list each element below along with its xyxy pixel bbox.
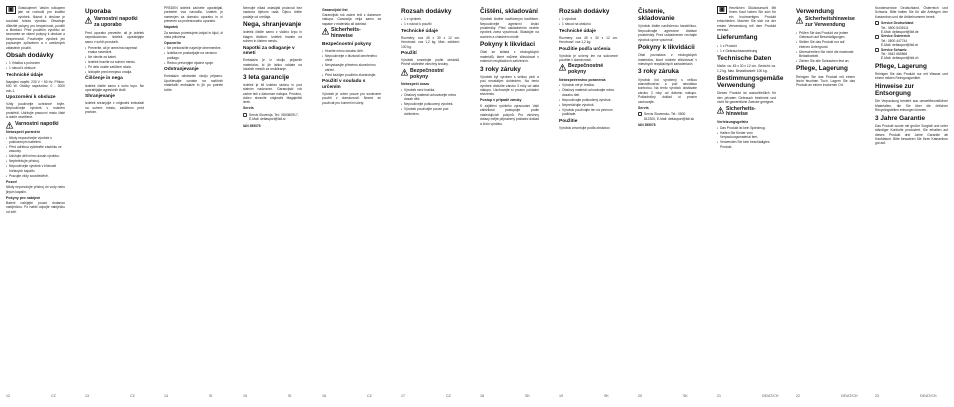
heading-warranty: 3 roky záruka bbox=[638, 68, 679, 76]
contact-at bbox=[875, 34, 948, 47]
warning-list bbox=[164, 46, 223, 65]
column-5 bbox=[322, 6, 381, 386]
heading-danger: Nebezpečí poranění bbox=[6, 130, 40, 135]
heading-warranty-card: Garancijski list bbox=[322, 7, 348, 12]
warning-block bbox=[717, 107, 776, 119]
list-item: ▪ Pri delu nosite zaščitne očala. bbox=[85, 65, 144, 69]
heading-tech: Technické údaje bbox=[559, 28, 596, 34]
heading-usage: Použití bbox=[401, 50, 417, 56]
country-code: CZ bbox=[367, 394, 372, 398]
contact-mail: E-Mail: deltasport@lidl.de bbox=[881, 30, 919, 35]
list-item: ▪ Preverite, ali je omrežna napetost enaka navedeni. bbox=[85, 46, 144, 55]
phone-icon bbox=[875, 35, 879, 39]
disposal-text: Die Verpackung besteht aus umweltfreundlichen Materialien, die Sie über die örtlichen Recyclingstellen entsorgen können. bbox=[875, 99, 948, 113]
service-text: Servis Slovenija, Tel.: 080080917, E-Mail: deltasport@lidl.si bbox=[249, 112, 299, 122]
heading-procedure: Postup v případě záruky bbox=[480, 98, 522, 103]
usage-text: Výrobok je určený len na súkromné použitie v domácnosti. bbox=[559, 53, 618, 63]
list-item: ▪ Stellen Sie das Produkt nur auf ebenen Untergrund. bbox=[796, 40, 855, 49]
heading-disposal: Pokyny k likvidaci bbox=[480, 41, 536, 49]
warning-title: Sicherheits-hinweise bbox=[331, 27, 361, 39]
contact-label: Service Deutschland bbox=[881, 21, 914, 26]
scope-list bbox=[717, 44, 776, 53]
column-8 bbox=[559, 6, 618, 386]
tech-text: Maße: ca. 45 x 30 x 12 cm. Gewicht: ca. 1,2 kg. Max. Belastbarkeit: 100 kg. bbox=[717, 64, 776, 73]
disposal-text: Embalažo odstranite okolju prijazno. Upoštevajte oznake na različnih materialih embalaže in jih po potrebi ločite. bbox=[164, 74, 223, 92]
heading-intended-use: Použití v souladu s určením bbox=[322, 79, 366, 90]
warning-title: Bezpečnostné pokyny bbox=[568, 63, 604, 76]
heading-warranty: 3 Jahre Garantie bbox=[875, 114, 926, 122]
list-item: ▪ Před každým použitím zkontrolujte. bbox=[322, 73, 381, 77]
column-2 bbox=[85, 6, 144, 386]
country-code: SK bbox=[525, 394, 530, 398]
warning-block bbox=[401, 69, 460, 81]
column-6 bbox=[401, 6, 460, 386]
country-code: SI bbox=[288, 394, 292, 398]
danger-list bbox=[401, 88, 460, 116]
scope-list bbox=[559, 17, 618, 26]
warranty-text: Das Produkt wurde mit großer Sorgfalt und unter ständiger Kontrolle produziert. Sie erhalten auf dieses Produkt drei Jahre Garantie ab Kaufdatum. Bitte bewahren Sie Ihren Kassenbon gut auf. bbox=[875, 123, 948, 146]
store-text: Izdelek shranjujte v originalni embalaži na suhem mestu, zaščiteno pred prahom. bbox=[85, 101, 144, 115]
contact-ch bbox=[875, 48, 948, 61]
heading-clean: Čiščenje in nega bbox=[85, 76, 123, 82]
list-item: ▪ Ne vlecite za kabel. bbox=[85, 55, 144, 59]
heading-caution: Pozor! bbox=[6, 179, 18, 184]
column-9 bbox=[638, 6, 697, 386]
warning-block bbox=[796, 17, 855, 29]
page-number: 17 bbox=[401, 394, 405, 398]
phone-icon bbox=[638, 112, 642, 116]
list-item: ▪ Prüfen Sie das Produkt vor jedem Gebrauch auf Beschädigungen. bbox=[796, 31, 855, 40]
heading-care: Pflege, Lagerung bbox=[875, 62, 927, 70]
danger-list bbox=[6, 136, 65, 179]
use-text: Výrobok zmontujte podľa obrázkov. bbox=[559, 125, 611, 130]
warning-title: Varnostni napotki za uporabo bbox=[94, 16, 138, 28]
warning-block bbox=[559, 64, 618, 76]
scope-list bbox=[6, 61, 65, 70]
heading-danger: Verletzungsgefahr bbox=[717, 120, 749, 125]
caution-text: Nikdy neponořujte přístroj do vody nebo jiných kapalin. bbox=[6, 185, 65, 194]
contact-de bbox=[875, 21, 948, 34]
page-number: 12 bbox=[6, 394, 10, 398]
heading-scope: Rozsah dodávky bbox=[401, 8, 452, 15]
note-text: Za sestavo potrebujete izvijač in ključ, ki nista priložena. bbox=[164, 30, 223, 40]
list-item: ▪ 1 x výrobek bbox=[401, 17, 460, 21]
intro-text: Garancijski rok začne teči z datumom nakupa. Garancija velja samo za napake v materialu ali izdelavi. bbox=[322, 12, 381, 26]
list-item: ▪ Nevystavujte přímému slunečnímu záření. bbox=[322, 63, 381, 72]
list-item: ▪ Výrobek používejte pouze pod dohledem. bbox=[401, 107, 460, 116]
heading-warranty: 3 roky záruky bbox=[480, 65, 521, 73]
heading-usage: Upozornění k obsluze bbox=[6, 94, 56, 100]
page-number: 20 bbox=[638, 394, 642, 398]
phone-icon bbox=[875, 21, 879, 25]
contact-tel: Tel.: 0800 5435111 bbox=[881, 25, 909, 30]
warning-triangle-icon bbox=[6, 122, 13, 129]
clean-text: Izdelek čistite samo s suho krpo. Ne uporabljajte agresivnih čistil. bbox=[85, 83, 144, 92]
contact-tel: Tel.: 0842 665566 bbox=[881, 52, 908, 57]
heading-service: Servis bbox=[243, 106, 254, 111]
list-item: ▪ 1 výrobok bbox=[559, 17, 618, 21]
list-item: ▪ 1 x návod k použití bbox=[401, 22, 460, 26]
warning-triangle-icon bbox=[559, 64, 566, 71]
country-code: SI bbox=[209, 394, 213, 398]
heading-charging: Pokyny pro nabíjení bbox=[6, 195, 41, 200]
page-number: 22 bbox=[796, 394, 800, 398]
contact-mail: E-Mail: deltasport@lidl.ch bbox=[881, 56, 919, 61]
list-item: ▪ Nepoužívejte poškozený výrobek. bbox=[401, 102, 460, 106]
list-item: ▪ Obalový materiál uchovávajte mimo dosahu detí. bbox=[559, 88, 618, 97]
heading-scope: Lieferumfang bbox=[717, 34, 758, 42]
heading-clean: Čištění, skladování bbox=[480, 8, 538, 15]
list-item: ▪ 1 návod k obsluze bbox=[6, 66, 65, 70]
danger-list bbox=[717, 126, 776, 149]
heading-use: Verwendung bbox=[796, 8, 834, 15]
list-item: ▪ 1 x Produkt bbox=[717, 44, 776, 48]
tech-text: Napájecí napětí: 230 V ~ 50 Hz. Příkon: 600 W. Otáčky naprázdno: 0 - 3000 min-1. bbox=[6, 79, 65, 93]
list-item: ▪ Nepoužívajte poškodený výrobok. bbox=[559, 98, 618, 102]
charging-text: Baterii nabíjejte pouze dodanou nabíječkou. Po nabití odpojte nabíječku od sítě. bbox=[6, 201, 65, 214]
contact-label: Service Österreich bbox=[881, 34, 911, 39]
country-code: SK bbox=[683, 394, 688, 398]
heading-clean: Čistenie, skladovanie bbox=[638, 8, 675, 23]
tech-text: Rozmery: cca 45 x 30 x 12 cm. Hmotnosť: cca 1,2 kg. bbox=[559, 35, 618, 45]
list-item: ▪ Obalový materiál uchovávejte mimo dosah dětí. bbox=[401, 93, 460, 102]
warning-triangle-icon bbox=[796, 17, 803, 24]
service-text: Servis Slovensko, Tel.: 0800 812300, E-Mail: deltasport@lidl.sk bbox=[644, 112, 695, 121]
warranty-text: Izdelek je bil izdelan skrbno in pod stalnim nadzorom. Garancijski rok začne teči z datumom nakupa. Prosimo, dobro shranite originalni blagajniški izrek. bbox=[243, 82, 302, 105]
contact-tel: Tel.: 0800 447744 bbox=[881, 38, 908, 43]
service-address bbox=[243, 113, 302, 122]
phone-icon bbox=[243, 113, 247, 117]
list-item: ▪ Udržujte děti mimo dosah výrobku. bbox=[6, 154, 65, 158]
list-item: ▪ Izklopite pred menjavo orodja. bbox=[85, 70, 144, 74]
country-code: DE/AT/CH bbox=[762, 394, 779, 398]
warning-block bbox=[6, 122, 65, 129]
country-code: DE/AT/CH bbox=[841, 394, 858, 398]
list-item: ▪ Redno preverjajte vijačne spoje. bbox=[164, 61, 223, 65]
country-code: CZ bbox=[130, 394, 135, 398]
intended-use-text: Výrobek je určen pouze pro soukromé použití v domácnosti. Nesmí se používat pro komerční účely. bbox=[322, 91, 381, 105]
page-number: 18 bbox=[480, 394, 484, 398]
list-item: ▪ Ziehen Sie alle Schrauben fest an. bbox=[796, 59, 855, 63]
column-7 bbox=[480, 6, 539, 386]
page-number: 14 bbox=[164, 394, 168, 398]
intro-text: Nemojte nikad ostavljati proizvod bez nadzora tijekom rada. Djecu držite podalje od uređaja. bbox=[243, 6, 302, 19]
safety-list bbox=[796, 31, 855, 64]
page-number: 15 bbox=[243, 394, 247, 398]
warning-title: Sicherheits-hinweise bbox=[726, 105, 756, 118]
list-item: ▪ Nepreťažujte výrobok. bbox=[559, 103, 618, 107]
heading-danger: Nebezpečí úrazu bbox=[401, 82, 430, 87]
list-item: ▪ Halten Sie Kinder vom Verpackungsmaterial fern. bbox=[717, 131, 776, 140]
phone-icon bbox=[875, 48, 879, 52]
list-item: ▪ Das Produkt ist kein Spielzeug. bbox=[717, 126, 776, 130]
list-item: ▪ Nepřetěžujte přístroj. bbox=[6, 159, 65, 163]
heading-usage: Použitie podľa určenia bbox=[559, 46, 611, 52]
heading-store: Shranjevanje bbox=[85, 94, 115, 100]
list-item: ▪ Hranite mimo dosahu dětí. bbox=[322, 49, 381, 53]
warning-block bbox=[322, 28, 381, 40]
intro-text: Gratulujeme! Vaším nákupem jste se rozhodli pro kvalitní výrobek. Návod k obsluze je součástí tohoto výrobku. Obsahuje důležité pokyny pro bezpečnost, použití a likvidaci. Před použitím výrobku se seznamte se všemi pokyny k obsluze a bezpečnosti. Používejte výrobek jen popsaným způsobem a v uvedených oblastech použití. bbox=[6, 6, 65, 50]
disposal-text: Embalaža je iz okolju prijaznih materialov, ki jih lahko oddate na lokalnih mestih za recikliranje. bbox=[243, 58, 302, 72]
list-item: ▪ 1 x Gebrauchsanweisung bbox=[717, 49, 776, 53]
heading-care: Nega, shranjevanje bbox=[243, 21, 302, 29]
country-code: DE/AT/CH bbox=[920, 394, 937, 398]
heading-note: Napotek bbox=[164, 25, 179, 30]
page-number: 13 bbox=[85, 394, 89, 398]
list-item: ▪ Před údržbou vytáhněte zástrčku ze zásuvky. bbox=[6, 145, 65, 154]
danger-list bbox=[559, 83, 618, 116]
disposal-text: Obal pozostáva z ekologických materiálov, ktoré môžete zlikvidovať v miestnych recyklačných zariadeniach. bbox=[638, 53, 697, 67]
scope-list bbox=[401, 17, 460, 26]
intro-text: Pred uporabo preverite, ali je izdelek nepoškodovan. Izdelek uporabljajte samo v suhih prostorih. bbox=[85, 30, 144, 44]
intro-text: Herzlichen Glückwunsch! Mit Ihrem Kauf haben Sie sich für ein hochwertiges Produkt entschieden. Machen Sie sich vor der ersten Verwendung mit dem Produkt vertraut. bbox=[717, 6, 776, 33]
heading-disposal: Odstranjevanje bbox=[164, 67, 199, 73]
warning-triangle-icon bbox=[322, 28, 329, 35]
heading-scope: Rozsah dodávky bbox=[559, 8, 610, 15]
heading-danger: Nebezpečenstvo poranenia bbox=[559, 78, 606, 83]
country-code: CZ bbox=[51, 394, 56, 398]
list-item: ▪ Überschreiten Sie nicht die maximale Belastbarkeit. bbox=[796, 50, 855, 59]
country-code: CZ bbox=[446, 394, 451, 398]
tech-text: Rozměry: cca 45 x 30 x 12 cm. Hmotnost: cca 1,2 kg. Max. zatížení: 100 kg. bbox=[401, 35, 460, 49]
usage-text: Dieses Produkt ist ausschließlich für den privaten Gebrauch bestimmt und nicht für gewerbliche Zwecke geeignet. bbox=[717, 91, 776, 105]
brand-logo: ▣ bbox=[717, 6, 727, 14]
list-item: ▪ 1 Vrtačka s pohonem bbox=[6, 61, 65, 65]
warning-triangle-icon bbox=[717, 107, 724, 114]
safety-list bbox=[322, 49, 381, 77]
page-number: 23 bbox=[875, 394, 879, 398]
list-item: ▪ Nepoužívejte výrobek v blízkosti hořlavých kapalin. bbox=[6, 164, 65, 173]
list-item: ▪ Izdelka ne postavljajte na neravno podlago. bbox=[164, 51, 223, 60]
warning-triangle-icon bbox=[401, 69, 408, 76]
contact-mail: E-Mail: deltasport@lidl.at bbox=[881, 43, 918, 48]
heading-use: Uporaba bbox=[85, 8, 111, 15]
ian-number: IAN 355076 bbox=[638, 122, 656, 127]
heading-usage: Bestimmungsgemäße Verwendung bbox=[717, 75, 784, 90]
heading-service: Servis bbox=[638, 105, 649, 110]
care-text: Reinigen Sie das Produkt mit einem leicht feuchten Tuch. Lagern Sie das Produkt an einem trockenen Ort. bbox=[796, 74, 855, 88]
heading-scope: Obsah dodávky bbox=[6, 52, 54, 60]
list-item: ▪ Pracujte vždy soustředěně. bbox=[6, 174, 65, 178]
procedure-text: K zajištění rychlého zpracování Vaší záležitosti postupujte podle následujících pokynů: Pro všechny dotazy mějte připravený pokladní doklad a číslo výrobku. bbox=[480, 103, 540, 126]
ian-number: IAN 355076 bbox=[243, 123, 261, 128]
heading-warning: Opozorilo bbox=[164, 41, 181, 46]
heading-use: Použitie bbox=[559, 118, 578, 124]
warning-title: Sicherheitshinweise zur Verwendung bbox=[805, 16, 855, 28]
column-4 bbox=[243, 6, 302, 386]
list-item: ▪ Izdelek hranite na suhem mestu. bbox=[85, 60, 144, 64]
column-12 bbox=[875, 6, 948, 386]
country-code: SK bbox=[604, 394, 609, 398]
clean-text: Výrobok čistite navlhčenou handričkou. Nepoužívajte agresívne čistiace prostriedky. Pred uskladnením nechajte výrobok úplne vyschnúť. bbox=[638, 24, 697, 42]
heading-tech: Technische Daten bbox=[717, 55, 772, 63]
page-number: 21 bbox=[717, 394, 721, 398]
heading-safety: Bezpečnostní pokyny bbox=[322, 41, 372, 47]
disposal-text: Obal se skládá z ekologických materiálů, které můžete zlikvidovat v místních recyklačních zařízeních. bbox=[480, 50, 539, 64]
care-text: Reinigen Sie das Produkt nur mit Wasser und einem milden Reinigungsmittel. bbox=[875, 72, 948, 81]
usage-text: Vždy používejte ochranné brýle. Nepoužívejte výrobek v mokrém prostředí. Udržujte pracovní místo čisté a dobře osvětlené. bbox=[6, 102, 65, 120]
brand-logo: ▣ bbox=[6, 6, 16, 14]
heading-care: Pflege, Lagerung bbox=[796, 65, 848, 73]
heading-tech: Technické údaje bbox=[401, 28, 438, 34]
warning-title: Bezpečnostní pokyny bbox=[410, 67, 444, 80]
heading-disposal: Pokyny k likvidácii bbox=[638, 44, 695, 52]
warning-title: Varnostni napotki bbox=[15, 120, 59, 127]
list-item: ▪ Výrobek není hračka. bbox=[401, 88, 460, 92]
intro-text: Kundenservice Deutschland, Österreich und Schweiz. Bitte halten Sie für alle Anfragen den Kassenbon und die Artikelnummer bereit. bbox=[875, 6, 948, 19]
intro-text: PREDEN izdelek začnete uporabljati, preberite vsa navodila. Izdelek je namenjen za domačo uporabo in ni primeren za profesionalno uporabo. bbox=[164, 6, 223, 24]
warranty-text: Výrobok bol vyrobený s veľkou starostlivosťou a pod neustálou kontrolou. Na tento výrobok dostávate záruku 3 roky od dátumu nákupu. Pokladničný doklad si prosím uschovajte. bbox=[638, 77, 697, 104]
column-1 bbox=[6, 6, 65, 386]
page-number: 19 bbox=[559, 394, 563, 398]
clean-text: Výrobek čistěte navlhčeným hadříkem. Nepoužívejte agresivní čisticí prostředky. Před uskladněním nechte výrobek zcela vyschnout. Skladujte na suchém a chladném místě. bbox=[480, 17, 539, 39]
usage-text: Výrobek smontujte podle obrázků. Pevně utáhněte všechny šrouby. bbox=[401, 58, 460, 67]
list-item: ▪ Nikdy nepoužívejte výrobek s poškozeným kabelem. bbox=[6, 136, 65, 145]
list-item: ▪ Výrobok používajte len na pevnom podklade. bbox=[559, 108, 618, 117]
list-item: ▪ Verwenden Sie kein beschädigtes Produkt. bbox=[717, 140, 776, 149]
list-item: ▪ Výrobok nie je hračka. bbox=[559, 83, 618, 87]
warning-triangle-icon bbox=[85, 17, 92, 24]
heading-disposal: Napotki za odlaganje v smeti bbox=[243, 45, 295, 57]
contact-label: Service Schweiz bbox=[881, 47, 907, 52]
page-number: 16 bbox=[322, 394, 326, 398]
list-item: ▪ Ne prekoračite največje obremenitve. bbox=[164, 46, 223, 50]
column-11 bbox=[796, 6, 855, 386]
list-item: ▪ 1 návod na obsluhu bbox=[559, 22, 618, 26]
warranty-text: Výrobek byl vyroben s velkou péčí a pod neustálým dohledem. Na tento výrobek obdržíte záruku 3 roky od data nákupu. Uschovejte si prosím pokladní stvrzenku. bbox=[480, 74, 539, 97]
service-contacts bbox=[875, 21, 948, 61]
column-10 bbox=[717, 6, 784, 386]
service-address bbox=[638, 112, 697, 121]
heading-disposal: Hinweise zur Entsorgung bbox=[875, 82, 915, 98]
care-text: Izdelek čistite samo z vlažno krpo in blagim čistilom. Izdelek hranite na suhem in čistem mestu. bbox=[243, 30, 302, 44]
column-3 bbox=[164, 6, 223, 386]
list-item: ▪ Nepoužívejte v blízkosti otevřeného ohně. bbox=[322, 54, 381, 63]
heading-warranty: 3 leta garancije bbox=[243, 73, 290, 81]
safety-list bbox=[85, 46, 144, 75]
warning-block bbox=[85, 17, 144, 29]
heading-tech: Technické údaje bbox=[6, 72, 43, 78]
